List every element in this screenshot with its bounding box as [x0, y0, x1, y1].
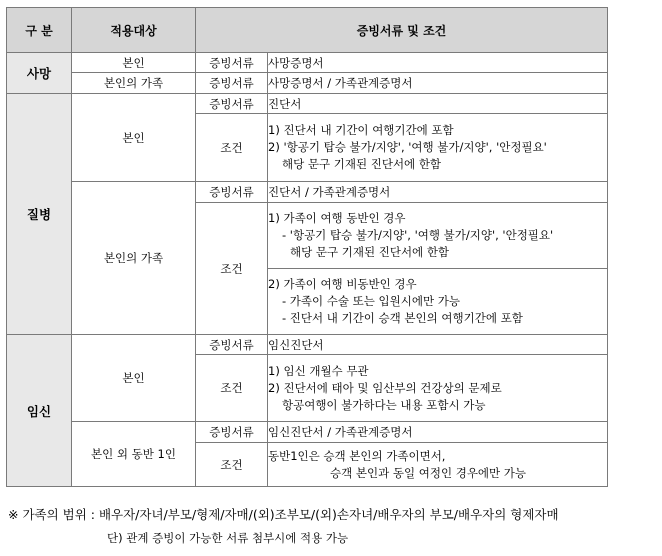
condition-text [268, 355, 608, 422]
proof-note: 단) 관계 증빙이 가능한 서류 첨부시에 적용 가능 [107, 531, 349, 545]
condition-label: 조건 [196, 114, 268, 182]
header-row [7, 8, 608, 53]
table-row [7, 182, 608, 203]
condition-line: 2) 가족이 여행 비동반인 경우 [268, 277, 417, 291]
header-target: 적용대상 [72, 8, 196, 53]
target-cell: 본인 [72, 335, 196, 422]
condition-line: 1) 진단서 내 기간이 여행기간에 포함 [268, 123, 454, 137]
doc-value: 사망증명서 / 가족관계증명서 [268, 73, 608, 94]
doc-label: 증빙서류 [196, 53, 268, 73]
target-cell: 본인 [72, 53, 196, 73]
doc-label: 증빙서류 [196, 335, 268, 355]
condition-line: - 가족이 수술 또는 입원시에만 가능 [282, 294, 460, 308]
header-category: 구 분 [7, 8, 72, 53]
condition-label: 조건 [196, 203, 268, 335]
condition-line: 해당 문구 기재된 진단서에 한함 [290, 245, 450, 259]
condition-line: 2) 진단서에 태아 및 임산부의 건강상의 문제로 [268, 380, 502, 395]
table-row [7, 335, 608, 355]
condition-text [268, 443, 608, 487]
doc-value: 사망증명서 [268, 53, 608, 73]
condition-line: - 진단서 내 기간이 승객 본인의 여행기간에 포함 [282, 311, 523, 325]
condition-line: 항공여행이 불가하다는 내용 포함시 가능 [282, 397, 486, 412]
doc-value: 진단서 / 가족관계증명서 [268, 182, 608, 203]
doc-value: 임신진단서 [268, 335, 608, 355]
category-pregnancy: 임신 [7, 335, 72, 487]
target-cell: 본인 외 동반 1인 [72, 422, 196, 487]
doc-label: 증빙서류 [196, 422, 268, 443]
family-scope-note: ※ 가족의 범위 : 배우자/자녀/부모/형제/자매/(외)조부모/(외)손자녀/배우자의 부모/배우자의 형제자매 [8, 507, 559, 522]
header-docs-conditions: 증빙서류 및 조건 [196, 8, 608, 53]
condition-line: 2) '항공기 탑승 불가/지양', '여행 불가/지양', '안정필요' [268, 140, 547, 154]
doc-value: 진단서 [268, 94, 608, 114]
condition-line: 동반1인은 승객 본인의 가족이면서, [268, 448, 446, 463]
condition-line: - '항공기 탑승 불가/지양', '여행 불가/지양', '안정필요' [282, 228, 554, 242]
category-illness: 질병 [7, 94, 72, 335]
condition-line: 1) 가족이 여행 동반인 경우 [268, 211, 406, 225]
condition-text [268, 114, 608, 182]
target-cell: 본인 [72, 94, 196, 182]
condition-line: 1) 임신 개월수 무관 [268, 363, 369, 378]
condition-label: 조건 [196, 443, 268, 487]
target-cell: 본인의 가족 [72, 182, 196, 335]
condition-line: 승객 본인과 동일 여정인 경우에만 가능 [330, 465, 527, 480]
refund-document-table [6, 7, 608, 487]
category-death: 사망 [7, 53, 72, 94]
condition-label: 조건 [196, 355, 268, 422]
doc-label: 증빙서류 [196, 94, 268, 114]
doc-label: 증빙서류 [196, 182, 268, 203]
table-row [7, 73, 608, 94]
table-row [7, 422, 608, 443]
doc-value: 임신진단서 / 가족관계증명서 [268, 422, 608, 443]
table-row [7, 53, 608, 73]
condition-text [268, 269, 608, 335]
target-cell: 본인의 가족 [72, 73, 196, 94]
condition-text [268, 203, 608, 269]
condition-line: 해당 문구 기재된 진단서에 한함 [282, 157, 442, 171]
doc-label: 증빙서류 [196, 73, 268, 94]
table-row [7, 94, 608, 114]
